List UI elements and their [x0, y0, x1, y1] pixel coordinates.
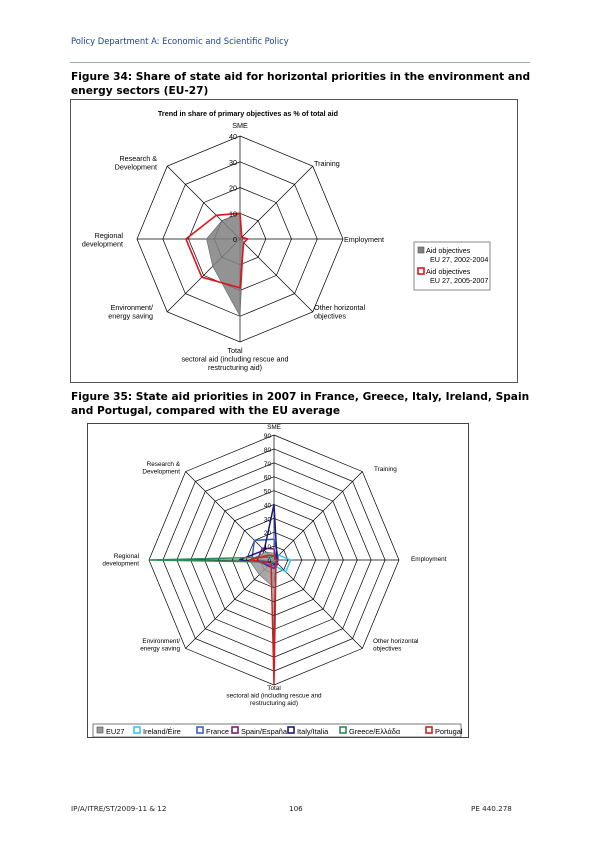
- legend-label: Italy/Italia: [297, 727, 329, 736]
- axis-label-line: energy saving: [108, 311, 153, 321]
- legend-label: Greece/Ελλάδα: [349, 727, 401, 736]
- tick-label: 0: [267, 558, 271, 565]
- axis-label-line: SME: [232, 121, 248, 130]
- axis-label: [314, 159, 340, 168]
- axis-label-line: Total: [267, 685, 281, 692]
- axis-label-line: Research &: [146, 461, 180, 468]
- axis-label: [142, 461, 180, 476]
- axis-label-line: development: [102, 560, 139, 568]
- legend-swatch: [232, 727, 238, 733]
- tick-label: 0: [233, 235, 237, 244]
- tick-label: 40: [263, 502, 271, 510]
- axis-label: [314, 303, 366, 320]
- axis-label: [411, 556, 447, 563]
- axis-label: [373, 638, 418, 653]
- figure-35-radar-chart: [88, 424, 470, 739]
- axis-label: [115, 154, 158, 171]
- axis-label-line: Other horizontal: [373, 638, 419, 645]
- axis-label-line: Other horizontal: [314, 303, 366, 312]
- figure-34-chart-frame: [70, 99, 518, 383]
- axis-label: [344, 235, 384, 244]
- footer-page-number: 106: [289, 804, 303, 813]
- legend-swatch: [288, 727, 294, 733]
- axis-label-line: objectives: [314, 311, 346, 321]
- figure-35-chart-frame: [87, 423, 469, 738]
- legend-label-line: Aid objectives: [426, 246, 471, 255]
- axis-label-line: Development: [142, 468, 180, 476]
- tick-label: 20: [263, 530, 271, 538]
- legend-swatch: [418, 247, 424, 253]
- legend-label: France: [206, 727, 230, 736]
- axis-label: [140, 638, 180, 653]
- tick-label: 70: [263, 460, 271, 468]
- legend-swatch: [340, 727, 346, 733]
- tick-label: 10: [229, 209, 237, 219]
- axis-label-line: sectoral aid (including rescue and: [226, 692, 322, 700]
- legend-label: Spain/España: [241, 727, 288, 736]
- tick-label: 30: [229, 157, 237, 167]
- tick-label: 10: [263, 544, 271, 552]
- axis-label-line: objectives: [373, 645, 402, 653]
- tick-label: 60: [263, 474, 271, 482]
- legend-swatch: [97, 727, 103, 733]
- footer-pe-number: PE 440.278: [471, 804, 512, 813]
- chart-title: Trend in share of primary objectives as % of total aid: [157, 109, 339, 118]
- legend-label: EU27: [106, 727, 125, 736]
- axis-label: [267, 424, 281, 431]
- tick-label: 90: [263, 433, 271, 440]
- axis-label-line: Environment/: [142, 638, 180, 645]
- legend-swatch: [134, 727, 140, 733]
- header-divider: [70, 62, 530, 63]
- page-header: Policy Department A: Economic and Scientific Policy: [71, 36, 289, 46]
- figure-35-caption: Figure 35: State aid priorities in 2007 in France, Greece, Italy, Ireland, Spain and Portugal, compared with the EU average: [71, 391, 530, 417]
- axis-label-line: Regional: [113, 553, 139, 560]
- axis-label: [108, 303, 153, 320]
- axis-label-line: Total: [227, 346, 243, 355]
- axis-label-line: Environment/: [110, 303, 153, 312]
- axis-label-line: energy saving: [140, 645, 180, 653]
- axis-label-line: Research &: [119, 154, 157, 163]
- axis-label-line: SME: [267, 424, 281, 431]
- footer-document-reference: IP/A/ITRE/ST/2009-11 & 12: [71, 804, 167, 813]
- axis-label: [82, 231, 124, 248]
- legend-swatch: [426, 727, 432, 733]
- axis-label-line: Employment: [411, 556, 447, 563]
- legend-label-line: Aid objectives: [426, 267, 471, 276]
- axis-label: [181, 346, 288, 372]
- tick-label: 50: [263, 488, 271, 496]
- axis-label-line: Development: [114, 162, 157, 172]
- axis-label-line: Employment: [344, 235, 384, 244]
- legend-label: Portugal: [435, 727, 463, 736]
- series-polygon: [207, 213, 244, 316]
- axis-label-line: development: [81, 239, 123, 249]
- tick-label: 30: [263, 516, 271, 524]
- axis-label-line: restructuring aid): [208, 362, 262, 372]
- axis-label: [232, 121, 248, 130]
- axis-label-line: sectoral aid (including rescue and: [181, 354, 289, 364]
- axis-label-line: restructuring aid): [250, 700, 298, 708]
- spoke-line: [274, 472, 362, 560]
- axis-label: [226, 685, 322, 707]
- legend-swatch: [418, 268, 424, 274]
- spoke-line: [274, 560, 362, 648]
- tick-label: 20: [229, 183, 237, 193]
- legend-swatch: [197, 727, 203, 733]
- spoke-line: [186, 472, 274, 560]
- tick-label: 80: [263, 446, 271, 454]
- axis-label: [102, 553, 139, 568]
- legend-label-line: EU 27, 2005-2007: [430, 276, 489, 285]
- legend-label: Ireland/Éire: [143, 727, 181, 736]
- tick-label: 40: [229, 132, 237, 141]
- figure-34-radar-chart: [71, 100, 519, 384]
- axis-label-line: Training: [314, 159, 340, 168]
- legend-label-line: EU 27, 2002-2004: [430, 255, 489, 264]
- axis-label: [374, 466, 397, 473]
- figure-34-caption: Figure 34: Share of state aid for horizontal priorities in the environment and energy sectors (EU-27): [71, 71, 531, 97]
- axis-label-line: Training: [374, 466, 397, 473]
- axis-label-line: Regional: [94, 231, 123, 240]
